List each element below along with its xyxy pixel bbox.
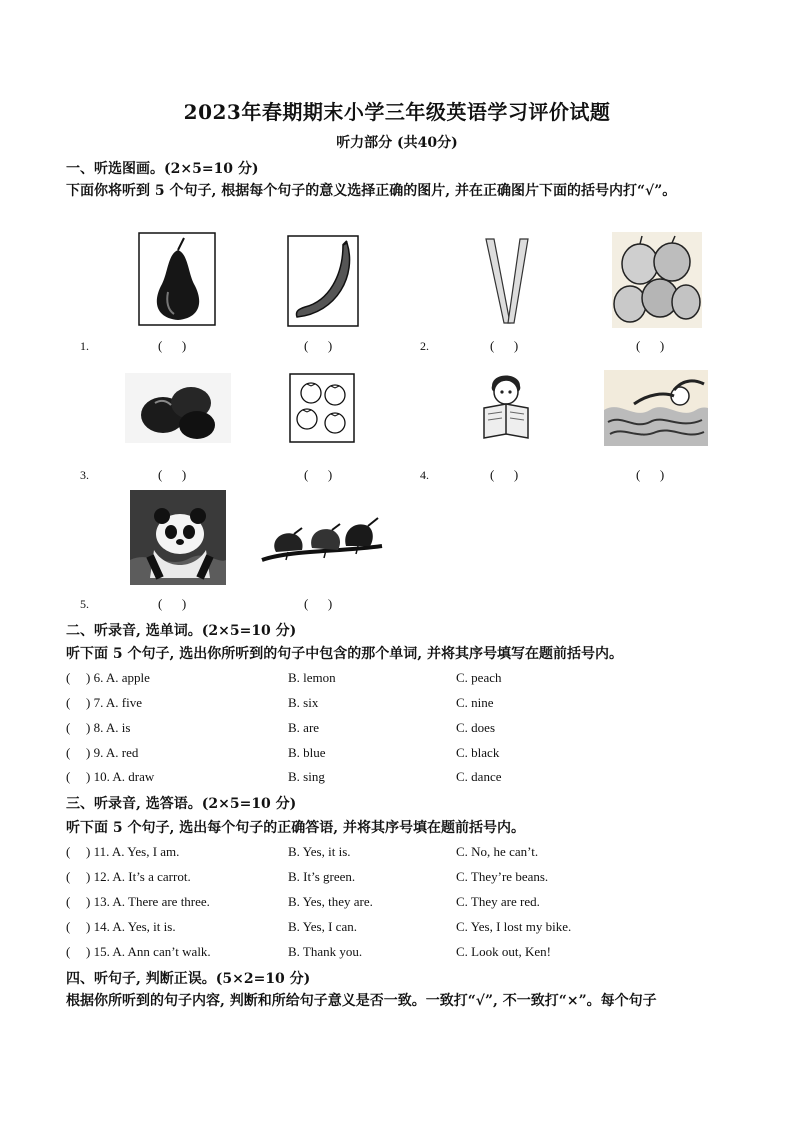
option-a: ) 7. A. five [86,695,142,710]
option-a: ) 9. A. red [86,745,139,760]
answer-blank[interactable]: ( [66,919,71,934]
option-b: B. lemon [288,670,336,685]
answer-blank[interactable]: ( ) [490,338,519,353]
section1-instruction: 下面你将听到 5 个句子, 根据每个句子的意义选择正确的图片, 并在正确图片下面的括号内打“√”。 [66,183,677,199]
tomatoes-picture [125,373,231,443]
question-row [66,944,738,966]
question-row [66,720,738,742]
option-a: ) 13. A. There are three. [86,894,210,909]
option-c: C. peach [456,670,502,685]
option-c: C. Yes, I lost my bike. [456,919,572,934]
answer-blank[interactable]: ( [66,844,71,859]
option-b: B. Yes, they are. [288,894,373,909]
option-a: ) 11. A. Yes, I am. [86,844,180,859]
question-number-2: 2. [420,339,429,353]
option-c: C. They are red. [456,894,540,909]
option-a: ) 10. A. draw [86,769,155,784]
tomatoes-box-picture [289,373,355,443]
swimming-picture [604,370,708,446]
question-row [66,869,738,891]
question-number-3: 3. [80,468,89,482]
option-b: B. are [288,720,320,735]
pear-picture [138,232,216,326]
page-subtitle: 听力部分 (共40分) [336,135,458,151]
question-row [66,894,738,916]
onions-picture [612,232,702,328]
answer-blank[interactable]: ( [66,695,71,710]
question-number-1: 1. [80,339,89,353]
option-a: ) 6. A. apple [86,670,150,685]
section2-instruction: 听下面 5 个句子, 选出你所听到的句子中包含的那个单词, 并将其序号填写在题前括号内。 [66,646,623,662]
option-b: B. Yes, I can. [288,919,357,934]
answer-blank[interactable]: ( [66,894,71,909]
answer-blank[interactable]: ( ) [304,338,333,353]
page-title: 2023年春期期末小学三年级英语学习评价试题 [183,100,611,124]
section3-heading: 三、听录音, 选答语。(2×5=10 分) [66,796,297,812]
answer-blank[interactable]: ( [66,769,71,784]
question-number-4: 4. [420,468,429,482]
answer-blank[interactable]: ( ) [490,467,519,482]
option-c: C. No, he can’t. [456,844,539,859]
answer-blank[interactable]: ( ) [158,338,187,353]
question-row [66,844,738,866]
question-row [66,745,738,767]
answer-blank[interactable]: ( [66,720,71,735]
section3-instruction: 听下面 5 个句子, 选出每个句子的正确答语, 并将其序号填在题前括号内。 [66,820,525,836]
option-b: B. six [288,695,319,710]
answer-blank[interactable]: ( [66,670,71,685]
answer-blank[interactable]: ( ) [158,467,187,482]
answer-blank[interactable]: ( [66,869,71,884]
option-a: ) 14. A. Yes, it is. [86,919,176,934]
option-b: B. sing [288,769,325,784]
option-c: C. nine [456,695,494,710]
section1-heading: 一、听选图画。(2×5=10 分) [66,161,259,177]
question-row [66,670,738,692]
birds-picture [260,512,384,568]
option-c: C. black [456,745,500,760]
reading-boy-picture [478,368,534,444]
section4-heading: 四、听句子, 判断正误。(5×2=10 分) [66,971,311,987]
option-a: ) 8. A. is [86,720,131,735]
answer-blank[interactable]: ( [66,745,71,760]
option-b: B. blue [288,745,326,760]
answer-blank[interactable]: ( ) [636,338,665,353]
section4-instruction: 根据你所听到的句子内容, 判断和所给句子意义是否一致。一致打“√”, 不一致打“×”。每个句子 [66,993,657,1009]
answer-blank[interactable]: ( ) [636,467,665,482]
question-row [66,919,738,941]
answer-blank[interactable]: ( ) [158,596,187,611]
answer-blank[interactable]: ( ) [304,467,333,482]
option-a: ) 12. A. It’s a carrot. [86,869,191,884]
question-number-5: 5. [80,597,89,611]
option-c: C. They’re beans. [456,869,549,884]
answer-blank[interactable]: ( [66,944,71,959]
option-b: B. Yes, it is. [288,844,351,859]
banana-picture [287,235,359,327]
option-b: B. Thank you. [288,944,363,959]
section2-heading: 二、听录音, 选单词。(2×5=10 分) [66,623,297,639]
option-a: ) 15. A. Ann can’t walk. [86,944,211,959]
question-row [66,769,738,791]
option-b: B. It’s green. [288,869,356,884]
chopsticks-picture [482,237,532,325]
option-c: C. does [456,720,495,735]
option-c: C. Look out, Ken! [456,944,551,959]
answer-blank[interactable]: ( ) [304,596,333,611]
panda-picture [130,490,226,585]
question-row [66,695,738,717]
option-c: C. dance [456,769,502,784]
